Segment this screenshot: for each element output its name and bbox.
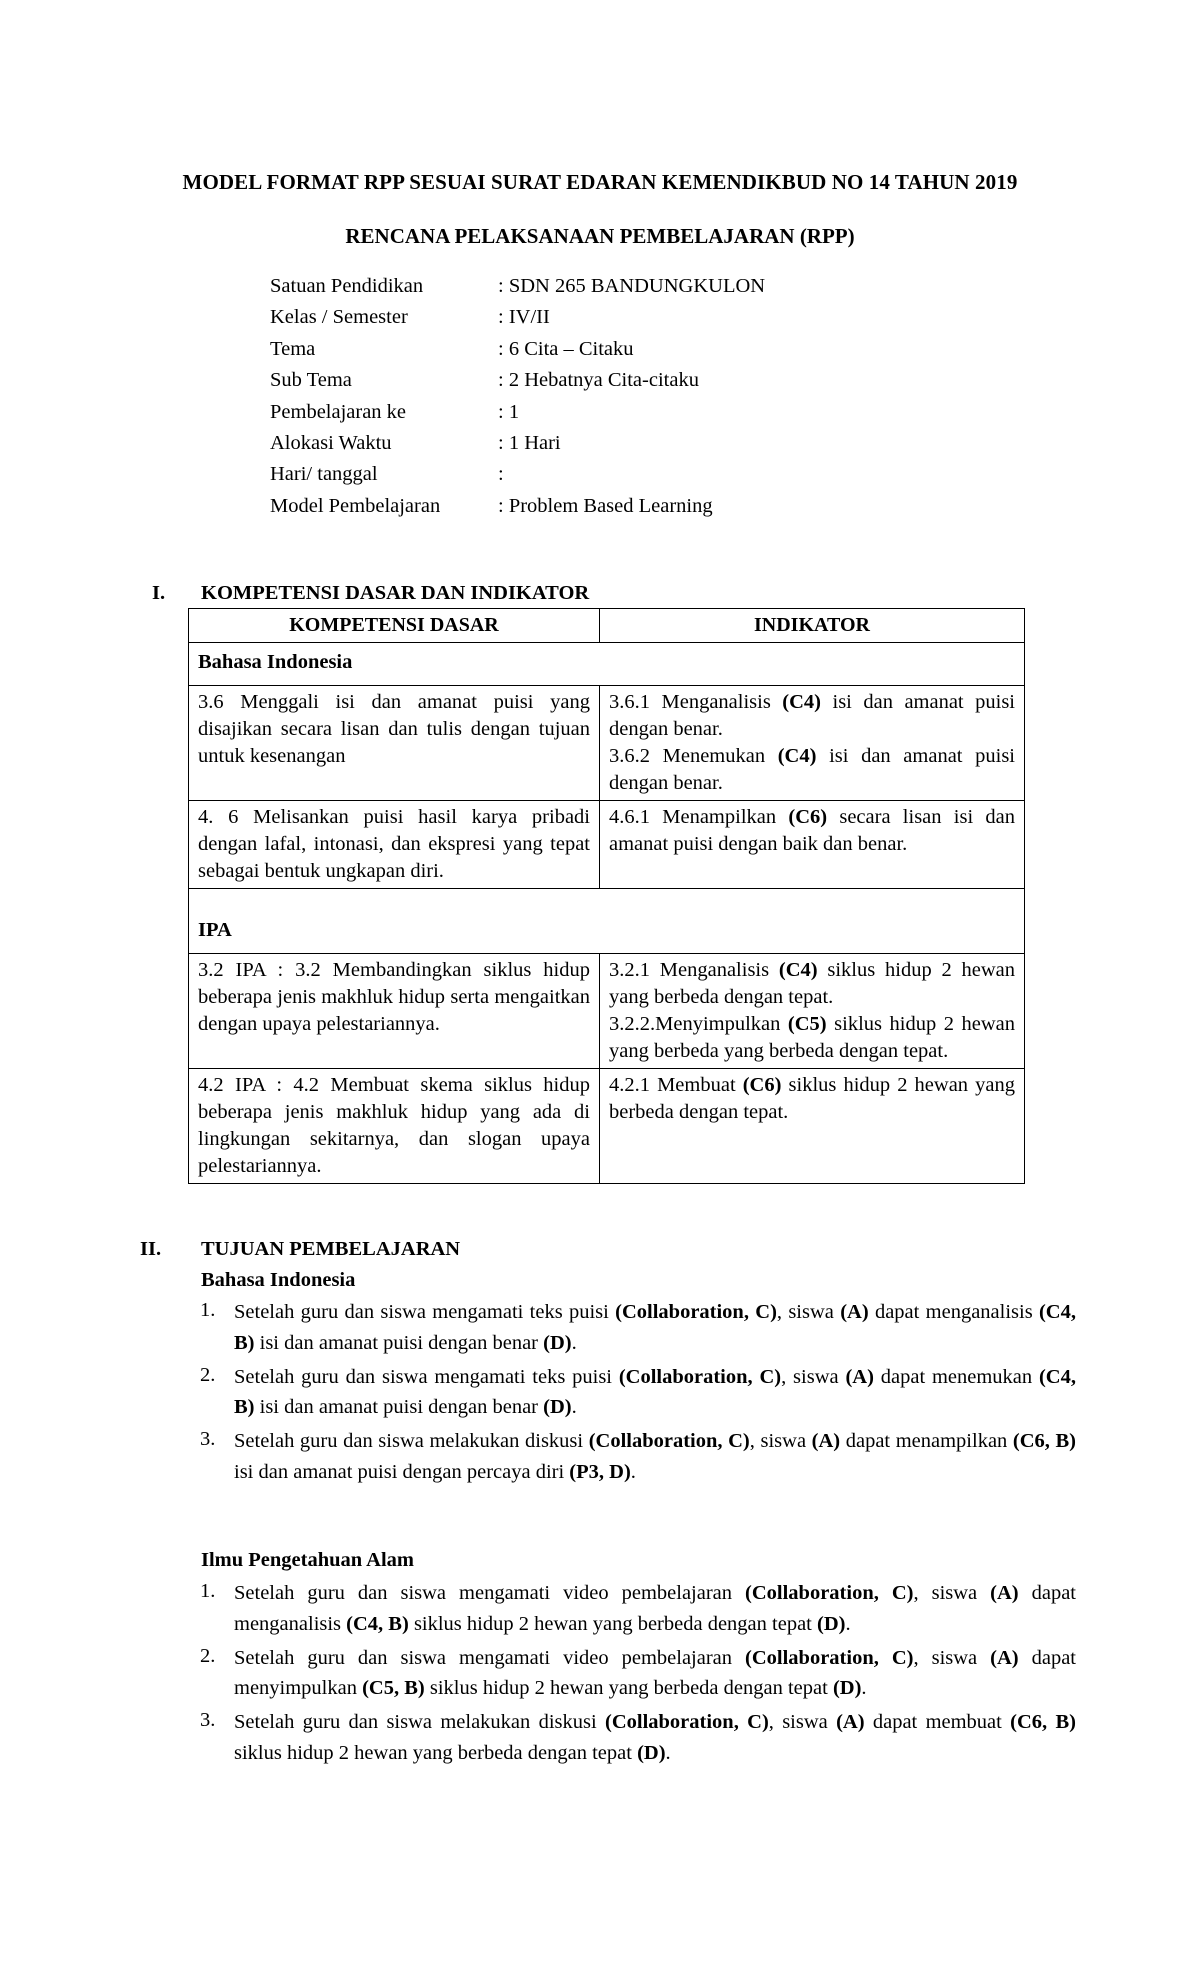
identity-row (270, 493, 765, 524)
list-item: 1. Setelah guru dan siswa mengamati video pembelajaran (Collaboration, C), siswa (A) dapat menganalisis (C4, B) siklus hidup 2 hewan yang berbeda dengan tepat (D). (200, 1580, 1077, 1635)
identity-row (270, 336, 765, 367)
kd-cell: 4. 6 Melisankan puisi hasil karya pribadi dengan lafal, intonasi, dan ekspresi yang tepat sebagai bentuk ungkapan diri. (189, 800, 600, 888)
kd-cell: 3.6 Menggali isi dan amanat puisi yang disajikan secara lisan dan tulis dengan tujuan untuk kesenangan (189, 685, 600, 800)
indikator-cell (600, 953, 1025, 1068)
identity-value: : 2 Hebatnya Cita-citaku (498, 369, 699, 392)
kd-indikator-table (188, 608, 1025, 1184)
identity-row (270, 304, 765, 335)
indikator-cell (600, 800, 1025, 888)
identity-label: Sub Tema (270, 369, 352, 392)
identity-block (270, 273, 765, 524)
indikator-cell (600, 1068, 1025, 1183)
identity-value: : SDN 265 BANDUNGKULON (498, 275, 766, 297)
identity-label: Pembelajaran ke (270, 400, 407, 423)
identity-value: : IV/II (498, 306, 550, 329)
identity-row (270, 461, 765, 492)
identity-label: Tema (270, 337, 316, 360)
identity-label: Hari/ tanggal (270, 463, 378, 486)
section-1-number: I. (152, 582, 166, 604)
list-item: 1. Setelah guru dan siswa mengamati teks puisi (Collaboration, C), siswa (A) dapat menganalisis (C4, B) isi dan amanat puisi dengan benar (D). (200, 1299, 1076, 1354)
identity-value: : Problem Based Learning (498, 494, 713, 517)
indikator-item: 3.6.1 Menganalisis (C4) isi dan amanat puisi dengan benar. (609, 690, 1015, 740)
identity-value: : 1 (498, 400, 520, 423)
identity-value: : 1 Hari (498, 431, 561, 454)
kd-cell: 3.2 IPA : 3.2 Membandingkan siklus hidup beberapa jenis makhluk hidup serta mengaitkan dengan upaya pelestariannya. (189, 953, 600, 1068)
indikator-item: 4.2.1 Membuat (C6) siklus hidup 2 hewan yang berbeda dengan tepat. (609, 1073, 1015, 1123)
identity-label: Model Pembelajaran (270, 494, 441, 517)
subject-row-ipa (189, 889, 1025, 954)
identity-row (270, 399, 765, 430)
tujuan-list-bahasa-indonesia (200, 1297, 1076, 1491)
section-1-title: KOMPETENSI DASAR DAN INDIKATOR (201, 582, 590, 604)
subsection-bahasa-indonesia: Bahasa Indonesia (201, 1269, 356, 1291)
column-header-kd: KOMPETENSI DASAR (189, 609, 600, 643)
identity-label: Satuan Pendidikan (270, 275, 424, 297)
identity-label: Kelas / Semester (270, 306, 408, 329)
subsection-ipa: Ilmu Pengetahuan Alam (201, 1549, 414, 1571)
identity-label: Alokasi Waktu (270, 431, 392, 454)
identity-row (270, 367, 765, 398)
indikator-item: 4.6.1 Menampilkan (C6) secara lisan isi dan amanat puisi dengan baik dan benar. (609, 805, 1015, 855)
list-item: 2. Setelah guru dan siswa mengamati teks puisi (Collaboration, C), siswa (A) dapat menemukan (C4, B) isi dan amanat puisi dengan benar (D). (200, 1363, 1076, 1419)
indikator-cell (600, 685, 1025, 800)
indikator-item: 3.2.1 Menganalisis (C4) siklus hidup 2 hewan yang berbeda dengan tepat. (609, 958, 1015, 1008)
kd-cell: 4.2 IPA : 4.2 Membuat skema siklus hidup beberapa jenis makhluk hidup yang ada di lingkungan sekitarnya, dan slogan upaya pelestariannya. (189, 1068, 600, 1183)
identity-value: : (498, 463, 504, 486)
section-2-title: TUJUAN PEMBELAJARAN (201, 1238, 461, 1260)
list-item: 2. Setelah guru dan siswa mengamati video pembelajaran (Collaboration, C), siswa (A) dapat menyimpulkan (C5, B) siklus hidup 2 hewan yang berbeda dengan tepat (D). (200, 1644, 1077, 1700)
table-row (189, 800, 1025, 888)
tujuan-list-ipa (200, 1578, 1076, 1772)
list-item: 3. Setelah guru dan siswa melakukan diskusi (Collaboration, C), siswa (A) dapat membuat (C6, B) siklus hidup 2 hewan yang berbeda dengan tepat (D). (200, 1709, 1076, 1764)
document-subtitle: RENCANA PELAKSANAAN PEMBELAJARAN (RPP) (345, 224, 855, 248)
section-2-number: II. (140, 1238, 162, 1260)
table-row (189, 953, 1025, 1068)
identity-row (270, 430, 765, 461)
table-row (189, 685, 1025, 800)
indikator-item: 3.6.2 Menemukan (C4) isi dan amanat puisi dengan benar. (609, 744, 1015, 794)
subject-row-bahasa-indonesia: Bahasa Indonesia (189, 643, 1025, 686)
document-title: MODEL FORMAT RPP SESUAI SURAT EDARAN KEMENDIKBUD NO 14 TAHUN 2019 (182, 170, 1018, 194)
column-header-indikator: INDIKATOR (600, 609, 1025, 643)
table-row (189, 1068, 1025, 1183)
identity-value: : 6 Cita – Citaku (498, 337, 634, 360)
list-item: 3. Setelah guru dan siswa melakukan diskusi (Collaboration, C), siswa (A) dapat menampilkan (C6, B) isi dan amanat puisi dengan percaya diri (P3, D). (200, 1428, 1077, 1483)
identity-row (270, 273, 765, 304)
subject-label-ipa: IPA (189, 889, 1025, 954)
indikator-item: 3.2.2.Menyimpulkan (C5) siklus hidup 2 hewan yang berbeda yang berbeda dengan tepat. (609, 1012, 1015, 1062)
